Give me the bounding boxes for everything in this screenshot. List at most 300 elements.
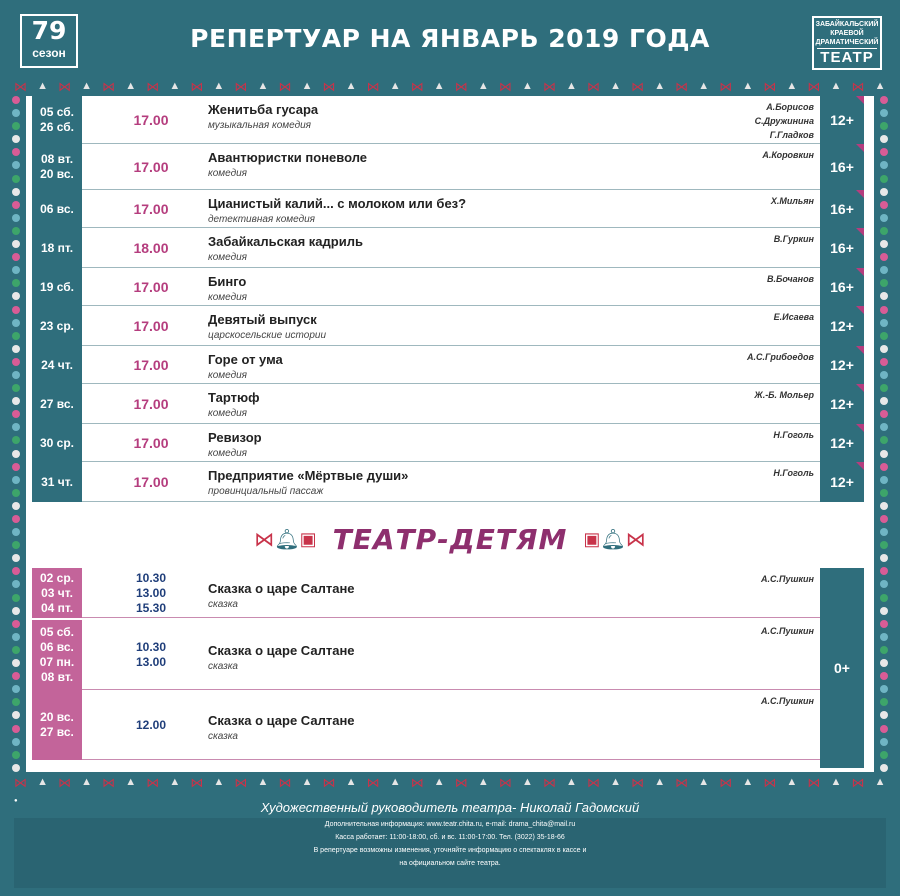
show-date: 19 сб. xyxy=(40,279,74,294)
bead-ornament xyxy=(12,253,20,261)
bow-icon: ⋈ xyxy=(851,78,865,94)
show-genre: музыкальная комедия xyxy=(208,120,312,131)
bead-ornament xyxy=(12,201,20,209)
bell-icon: ▲ xyxy=(610,775,621,788)
bow-icon: ⋈ xyxy=(763,78,777,94)
bead-ornament xyxy=(12,672,20,680)
bell-icon: 🔔︎ xyxy=(274,528,300,551)
bow-icon: ⋈ xyxy=(102,78,116,94)
bead-ornament xyxy=(12,436,20,444)
bead-ornament xyxy=(12,685,20,693)
show-title: Предприятие «Мёртвые души» xyxy=(208,468,409,483)
bow-icon: ⋈ xyxy=(675,774,689,790)
bead-ornament xyxy=(880,188,888,196)
bead-ornament xyxy=(880,711,888,719)
gift-icon: ▣ xyxy=(299,528,317,549)
bow-icon: ⋈ xyxy=(631,774,645,790)
bead-ornament xyxy=(880,161,888,169)
footer-info xyxy=(0,818,900,870)
bow-icon: ⋈ xyxy=(190,774,204,790)
bow-icon: ⋈ xyxy=(366,78,380,94)
kids-show-row xyxy=(26,690,874,760)
bead-ornament xyxy=(880,685,888,693)
bell-icon: ▲ xyxy=(786,79,798,92)
kids-banner xyxy=(26,514,874,564)
bead-ornament xyxy=(880,764,888,772)
show-date: 30 ср. xyxy=(39,435,75,450)
show-row xyxy=(26,424,874,462)
show-row xyxy=(26,268,874,306)
bead-ornament xyxy=(12,620,20,628)
kids-show-times xyxy=(116,690,186,760)
show-genre: комедия xyxy=(208,448,248,459)
bell-icon: ▲ xyxy=(698,775,710,788)
show-title: Ревизор xyxy=(208,430,262,445)
kids-age-rating: 0+ xyxy=(820,568,864,768)
garland-bottom xyxy=(14,772,886,792)
bead-ornament xyxy=(880,751,888,759)
show-title: Авантюристки поневоле xyxy=(208,150,368,165)
show-genre: царскосельские истории xyxy=(208,330,327,341)
page-title: РЕПЕРТУАР НА ЯНВАРЬ 2019 ГОДА xyxy=(190,24,710,53)
logo-line-1: ЗАБАЙКАЛЬСКИЙ xyxy=(815,21,879,28)
bell-icon: ▲ xyxy=(521,79,533,92)
director-credit: Художественный руководитель театра- Николай Гадомский xyxy=(260,800,640,815)
kids-show-date: 20 вс. xyxy=(40,710,74,724)
bell-icon: ▲ xyxy=(301,775,313,788)
show-author: Ж.-Б. Мольер xyxy=(754,390,814,400)
bead-ornament xyxy=(12,332,20,340)
kids-show-date: 06 вс. xyxy=(40,640,74,654)
bell-icon: ▲ xyxy=(37,79,48,92)
show-date: 26 сб. xyxy=(40,120,74,134)
bead-ornament xyxy=(880,659,888,667)
bow-icon: ⋈ xyxy=(410,774,424,790)
show-title: Цианистый калий... с молоком или без? xyxy=(208,196,467,211)
show-date: 31 чт. xyxy=(41,474,73,489)
show-time: 17.00 xyxy=(133,356,169,373)
show-time: 17.00 xyxy=(133,278,169,295)
show-genre: комедия xyxy=(208,408,248,419)
bead-string-left xyxy=(10,96,22,772)
bow-icon: ⋈ xyxy=(498,774,512,790)
bead-ornament xyxy=(12,109,20,117)
show-genre: комедия xyxy=(208,252,248,263)
bell-icon: ▲ xyxy=(345,79,357,92)
bell-icon: ▲ xyxy=(654,79,666,92)
kids-show-dates xyxy=(32,690,82,760)
show-authors xyxy=(773,428,814,442)
bead-ornament xyxy=(12,135,20,143)
bead-ornament xyxy=(12,580,20,588)
bow-icon: ⋈ xyxy=(190,78,204,94)
bead-ornament xyxy=(880,122,888,130)
bead-ornament xyxy=(880,397,888,405)
kids-show-time: 13.00 xyxy=(135,585,167,600)
show-date: 24 чт. xyxy=(41,357,73,372)
bead-ornament xyxy=(12,306,20,314)
show-title: Тартюф xyxy=(208,390,260,405)
age-rating: 16+ xyxy=(820,190,864,228)
show-author: В.Гуркин xyxy=(773,234,814,244)
age-rating: 16+ xyxy=(820,268,864,306)
show-date: 27 вс. xyxy=(40,396,74,411)
bell-icon: ▲ xyxy=(125,775,137,788)
kids-show-date: 08 вт. xyxy=(40,670,74,684)
show-date: 06 вс. xyxy=(40,201,74,216)
show-author: Г.Гладков xyxy=(769,130,814,140)
season-badge xyxy=(20,14,78,68)
show-authors xyxy=(755,100,814,142)
theatre-logo xyxy=(812,16,882,70)
bead-ornament xyxy=(12,423,20,431)
bead-ornament xyxy=(880,476,888,484)
show-row xyxy=(26,462,874,502)
show-author: Х.Мильян xyxy=(770,196,814,206)
bell-icon: ▲ xyxy=(213,79,225,92)
show-row xyxy=(26,228,874,268)
bell-icon: ▲ xyxy=(610,79,621,92)
kids-show-dates xyxy=(32,568,82,618)
bead-ornament xyxy=(12,738,20,746)
bead-ornament xyxy=(880,332,888,340)
bow-icon: ⋈ xyxy=(807,78,821,94)
show-genre: комедия xyxy=(208,168,248,179)
kids-show-date: 27 вс. xyxy=(40,725,74,739)
show-author: С.Дружинина xyxy=(754,116,814,126)
footer-notice-2: на официальном сайте театра. xyxy=(399,860,501,867)
bead-ornament xyxy=(880,607,888,615)
bead-ornament xyxy=(880,423,888,431)
bead-ornament xyxy=(880,738,888,746)
bead-ornament xyxy=(12,711,20,719)
bead-ornament xyxy=(880,698,888,706)
bell-icon: ▲ xyxy=(389,775,401,788)
bead-ornament xyxy=(880,515,888,523)
bead-ornament xyxy=(880,201,888,209)
show-genre: провинциальный пассаж xyxy=(208,486,324,497)
bell-icon: ▲ xyxy=(830,79,842,92)
bead-ornament xyxy=(880,620,888,628)
logo-line-2: КРАЕВОЙ xyxy=(830,30,864,37)
bow-icon: ⋈ xyxy=(278,78,292,94)
show-authors xyxy=(771,194,814,208)
show-time: 17.00 xyxy=(133,395,169,412)
bead-ornament xyxy=(12,450,20,458)
bead-ornament xyxy=(12,319,20,327)
row-divider xyxy=(82,759,820,760)
bead-ornament xyxy=(880,489,888,497)
bell-icon: ▲ xyxy=(257,775,269,788)
kids-show-title: Сказка о царе Салтане xyxy=(208,643,355,658)
bead-ornament xyxy=(12,188,20,196)
bell-icon: ▲ xyxy=(213,775,225,788)
age-rating: 12+ xyxy=(820,384,864,424)
show-dates xyxy=(32,190,82,228)
show-genre: комедия xyxy=(208,370,248,381)
kids-show-date: 03 чт. xyxy=(41,585,73,600)
bead-ornament xyxy=(880,319,888,327)
show-title: Женитьба гусара xyxy=(208,102,319,117)
show-authors xyxy=(762,148,814,162)
bead-ornament xyxy=(12,292,20,300)
bead-ornament xyxy=(12,397,20,405)
age-rating: 16+ xyxy=(820,144,864,190)
age-rating: 12+ xyxy=(820,424,864,462)
bow-icon: ⋈ xyxy=(14,78,27,94)
bead-ornament xyxy=(12,345,20,353)
bead-ornament xyxy=(12,122,20,130)
bead-ornament xyxy=(880,528,888,536)
bead-ornament xyxy=(12,240,20,248)
show-author: В.Бочанов xyxy=(766,274,814,284)
show-authors xyxy=(774,310,814,324)
bell-icon: ▲ xyxy=(742,79,754,92)
bead-ornament xyxy=(880,436,888,444)
kids-show-times xyxy=(116,620,186,690)
kids-show-date: 07 пн. xyxy=(39,655,75,669)
show-authors xyxy=(747,350,814,364)
kids-show-time: 10.30 xyxy=(135,570,167,585)
kids-show-times xyxy=(116,568,186,618)
bow-icon: ⋈ xyxy=(278,774,292,790)
bead-ornament xyxy=(12,567,20,575)
bell-icon: ▲ xyxy=(169,79,181,92)
bow-icon: ⋈ xyxy=(719,774,733,790)
bead-ornament xyxy=(880,227,888,235)
bead-ornament xyxy=(12,384,20,392)
bow-icon: ⋈ xyxy=(366,774,380,790)
bead-ornament xyxy=(12,594,20,602)
bead-ornament xyxy=(880,580,888,588)
bead-ornament xyxy=(12,161,20,169)
age-rating: 16+ xyxy=(820,228,864,268)
bow-icon: ⋈ xyxy=(675,78,689,94)
bell-icon: 🔔︎ xyxy=(600,528,626,551)
bead-ornament xyxy=(880,646,888,654)
bell-icon: ▲ xyxy=(433,775,445,788)
kids-show-date: 05 сб. xyxy=(40,625,74,639)
bow-icon: ⋈ xyxy=(631,78,645,94)
bell-icon: ▲ xyxy=(830,775,842,788)
kids-show-title: Сказка о царе Салтане xyxy=(208,581,355,596)
bell-icon: ▲ xyxy=(81,79,93,92)
bow-icon: ⋈ xyxy=(234,78,248,94)
show-dates xyxy=(32,462,82,502)
bead-ornament xyxy=(12,410,20,418)
bell-icon: ▲ xyxy=(477,775,489,788)
bead-ornament xyxy=(880,148,888,156)
bell-icon: ▲ xyxy=(81,775,93,788)
show-dates xyxy=(32,384,82,424)
bead-ornament xyxy=(880,345,888,353)
bead-ornament xyxy=(880,306,888,314)
show-time: 17.00 xyxy=(133,434,169,451)
repertoire-panel xyxy=(26,96,874,772)
show-date: 23 ср. xyxy=(39,318,75,333)
bead-ornament xyxy=(12,502,20,510)
bead-ornament xyxy=(880,109,888,117)
kids-show-genre: сказка xyxy=(208,731,238,742)
show-dates xyxy=(32,96,82,144)
bow-icon: ⋈ xyxy=(146,78,160,94)
show-author: Е.Исаева xyxy=(773,312,814,322)
gift-icon: ▣ xyxy=(583,528,601,549)
bead-ornament xyxy=(880,725,888,733)
bead-ornament xyxy=(880,567,888,575)
bead-ornament xyxy=(12,476,20,484)
kids-show-date: 02 ср. xyxy=(39,570,75,585)
bead-ornament xyxy=(880,672,888,680)
bead-ornament xyxy=(12,725,20,733)
kids-show-time: 10.30 xyxy=(135,640,167,654)
bead-ornament xyxy=(12,148,20,156)
bead-ornament xyxy=(12,646,20,654)
bell-icon: ▲ xyxy=(654,775,666,788)
show-genre: комедия xyxy=(208,292,248,303)
bead-ornament xyxy=(880,541,888,549)
bead-ornament xyxy=(880,96,888,104)
bead-ornament xyxy=(880,292,888,300)
bead-ornament xyxy=(12,371,20,379)
bead-ornament xyxy=(12,266,20,274)
bead-ornament xyxy=(12,515,20,523)
bead-ornament xyxy=(12,659,20,667)
show-authors xyxy=(754,388,814,402)
show-time: 17.00 xyxy=(133,317,169,334)
bead-ornament xyxy=(12,764,20,772)
bow-icon: ⋈ xyxy=(322,774,336,790)
row-divider xyxy=(82,501,820,502)
bell-icon: ▲ xyxy=(301,79,313,92)
bead-ornament xyxy=(880,502,888,510)
show-author: А.Борисов xyxy=(766,102,814,112)
kids-show-title: Сказка о царе Салтане xyxy=(208,713,355,728)
bead-ornament xyxy=(12,698,20,706)
bow-icon: ⋈ xyxy=(454,774,468,790)
show-date: 05 сб. xyxy=(40,105,74,119)
show-author: Н.Гоголь xyxy=(773,430,814,440)
kids-show-author: А.С.Пушкин xyxy=(761,696,814,706)
show-author: А.С.Грибоедов xyxy=(747,352,814,362)
bow-icon: ⋈ xyxy=(454,78,468,94)
bead-ornament xyxy=(12,489,20,497)
age-rating: 12+ xyxy=(820,346,864,384)
footer-dot: ● xyxy=(14,798,18,804)
bead-ornament xyxy=(12,214,20,222)
bow-icon: ⋈ xyxy=(58,78,72,94)
bow-icon: ⋈ xyxy=(234,774,248,790)
show-date: 08 вт. xyxy=(40,152,74,166)
bell-icon: ▲ xyxy=(874,79,886,92)
bow-icon: ⋈ xyxy=(719,78,733,94)
bow-icon: ⋈ xyxy=(625,528,646,551)
footer-cashbox: Касса работает: 11:00-18:00, сб. и вс. 11:00-17:00. Тел. (3022) 35-18-66 xyxy=(335,834,565,841)
logo-line-3: ДРАМАТИЧЕСКИЙ xyxy=(815,39,879,46)
bell-icon: ▲ xyxy=(389,79,401,92)
kids-show-row xyxy=(26,620,874,690)
bell-icon: ▲ xyxy=(521,775,533,788)
show-authors xyxy=(774,232,814,246)
bell-icon: ▲ xyxy=(698,79,710,92)
show-dates xyxy=(32,306,82,346)
age-rating: 12+ xyxy=(820,306,864,346)
bow-icon: ⋈ xyxy=(102,774,116,790)
bell-icon: ▲ xyxy=(345,775,357,788)
show-row xyxy=(26,346,874,384)
bell-icon: ▲ xyxy=(874,775,886,788)
bead-ornament xyxy=(880,253,888,261)
bow-icon: ⋈ xyxy=(410,78,424,94)
season-label: сезон xyxy=(32,46,66,60)
show-title: Девятый выпуск xyxy=(208,312,317,327)
age-rating: 12+ xyxy=(820,462,864,502)
show-dates xyxy=(32,346,82,384)
kids-show-dates xyxy=(32,620,82,690)
show-time: 17.00 xyxy=(133,200,169,217)
kids-show-genre: сказка xyxy=(208,661,238,672)
bead-ornament xyxy=(12,175,20,183)
bead-ornament xyxy=(880,450,888,458)
bead-ornament xyxy=(880,384,888,392)
bow-icon: ⋈ xyxy=(542,774,556,790)
bead-string-right xyxy=(878,96,890,772)
logo-word: ТЕАТР xyxy=(817,48,877,66)
bead-ornament xyxy=(12,96,20,104)
bell-icon: ▲ xyxy=(433,79,445,92)
bead-ornament xyxy=(12,463,20,471)
bead-ornament xyxy=(12,358,20,366)
show-time: 17.00 xyxy=(133,158,169,175)
bead-ornament xyxy=(12,607,20,615)
bell-icon: ▲ xyxy=(37,775,48,788)
bow-icon: ⋈ xyxy=(542,78,556,94)
bead-ornament xyxy=(880,214,888,222)
header xyxy=(0,0,900,76)
show-row xyxy=(26,96,874,144)
show-dates xyxy=(32,424,82,462)
bead-ornament xyxy=(880,135,888,143)
bead-ornament xyxy=(880,266,888,274)
bow-icon: ⋈ xyxy=(146,774,160,790)
bow-icon: ⋈ xyxy=(807,774,821,790)
bow-icon: ⋈ xyxy=(58,774,72,790)
bow-icon: ⋈ xyxy=(322,78,336,94)
bead-ornament xyxy=(880,463,888,471)
bead-ornament xyxy=(12,528,20,536)
bell-icon: ▲ xyxy=(477,79,489,92)
show-time: 17.00 xyxy=(133,111,169,128)
show-date: 18 пт. xyxy=(40,240,74,255)
show-dates xyxy=(32,144,82,190)
bead-ornament xyxy=(12,227,20,235)
kids-show-time: 13.00 xyxy=(135,655,167,669)
bow-icon: ⋈ xyxy=(587,78,601,94)
bead-ornament xyxy=(880,358,888,366)
show-date: 20 вс. xyxy=(40,167,74,181)
show-row xyxy=(26,306,874,346)
show-time: 18.00 xyxy=(133,239,169,256)
bead-ornament xyxy=(880,279,888,287)
bead-ornament xyxy=(880,240,888,248)
bell-icon: ▲ xyxy=(125,79,137,92)
kids-show-row xyxy=(26,568,874,618)
bead-ornament xyxy=(880,633,888,641)
kids-show-author: А.С.Пушкин xyxy=(761,574,814,584)
kids-show-time: 15.30 xyxy=(135,600,167,615)
bow-icon: ⋈ xyxy=(587,774,601,790)
show-title: Забайкальская кадриль xyxy=(208,234,363,249)
